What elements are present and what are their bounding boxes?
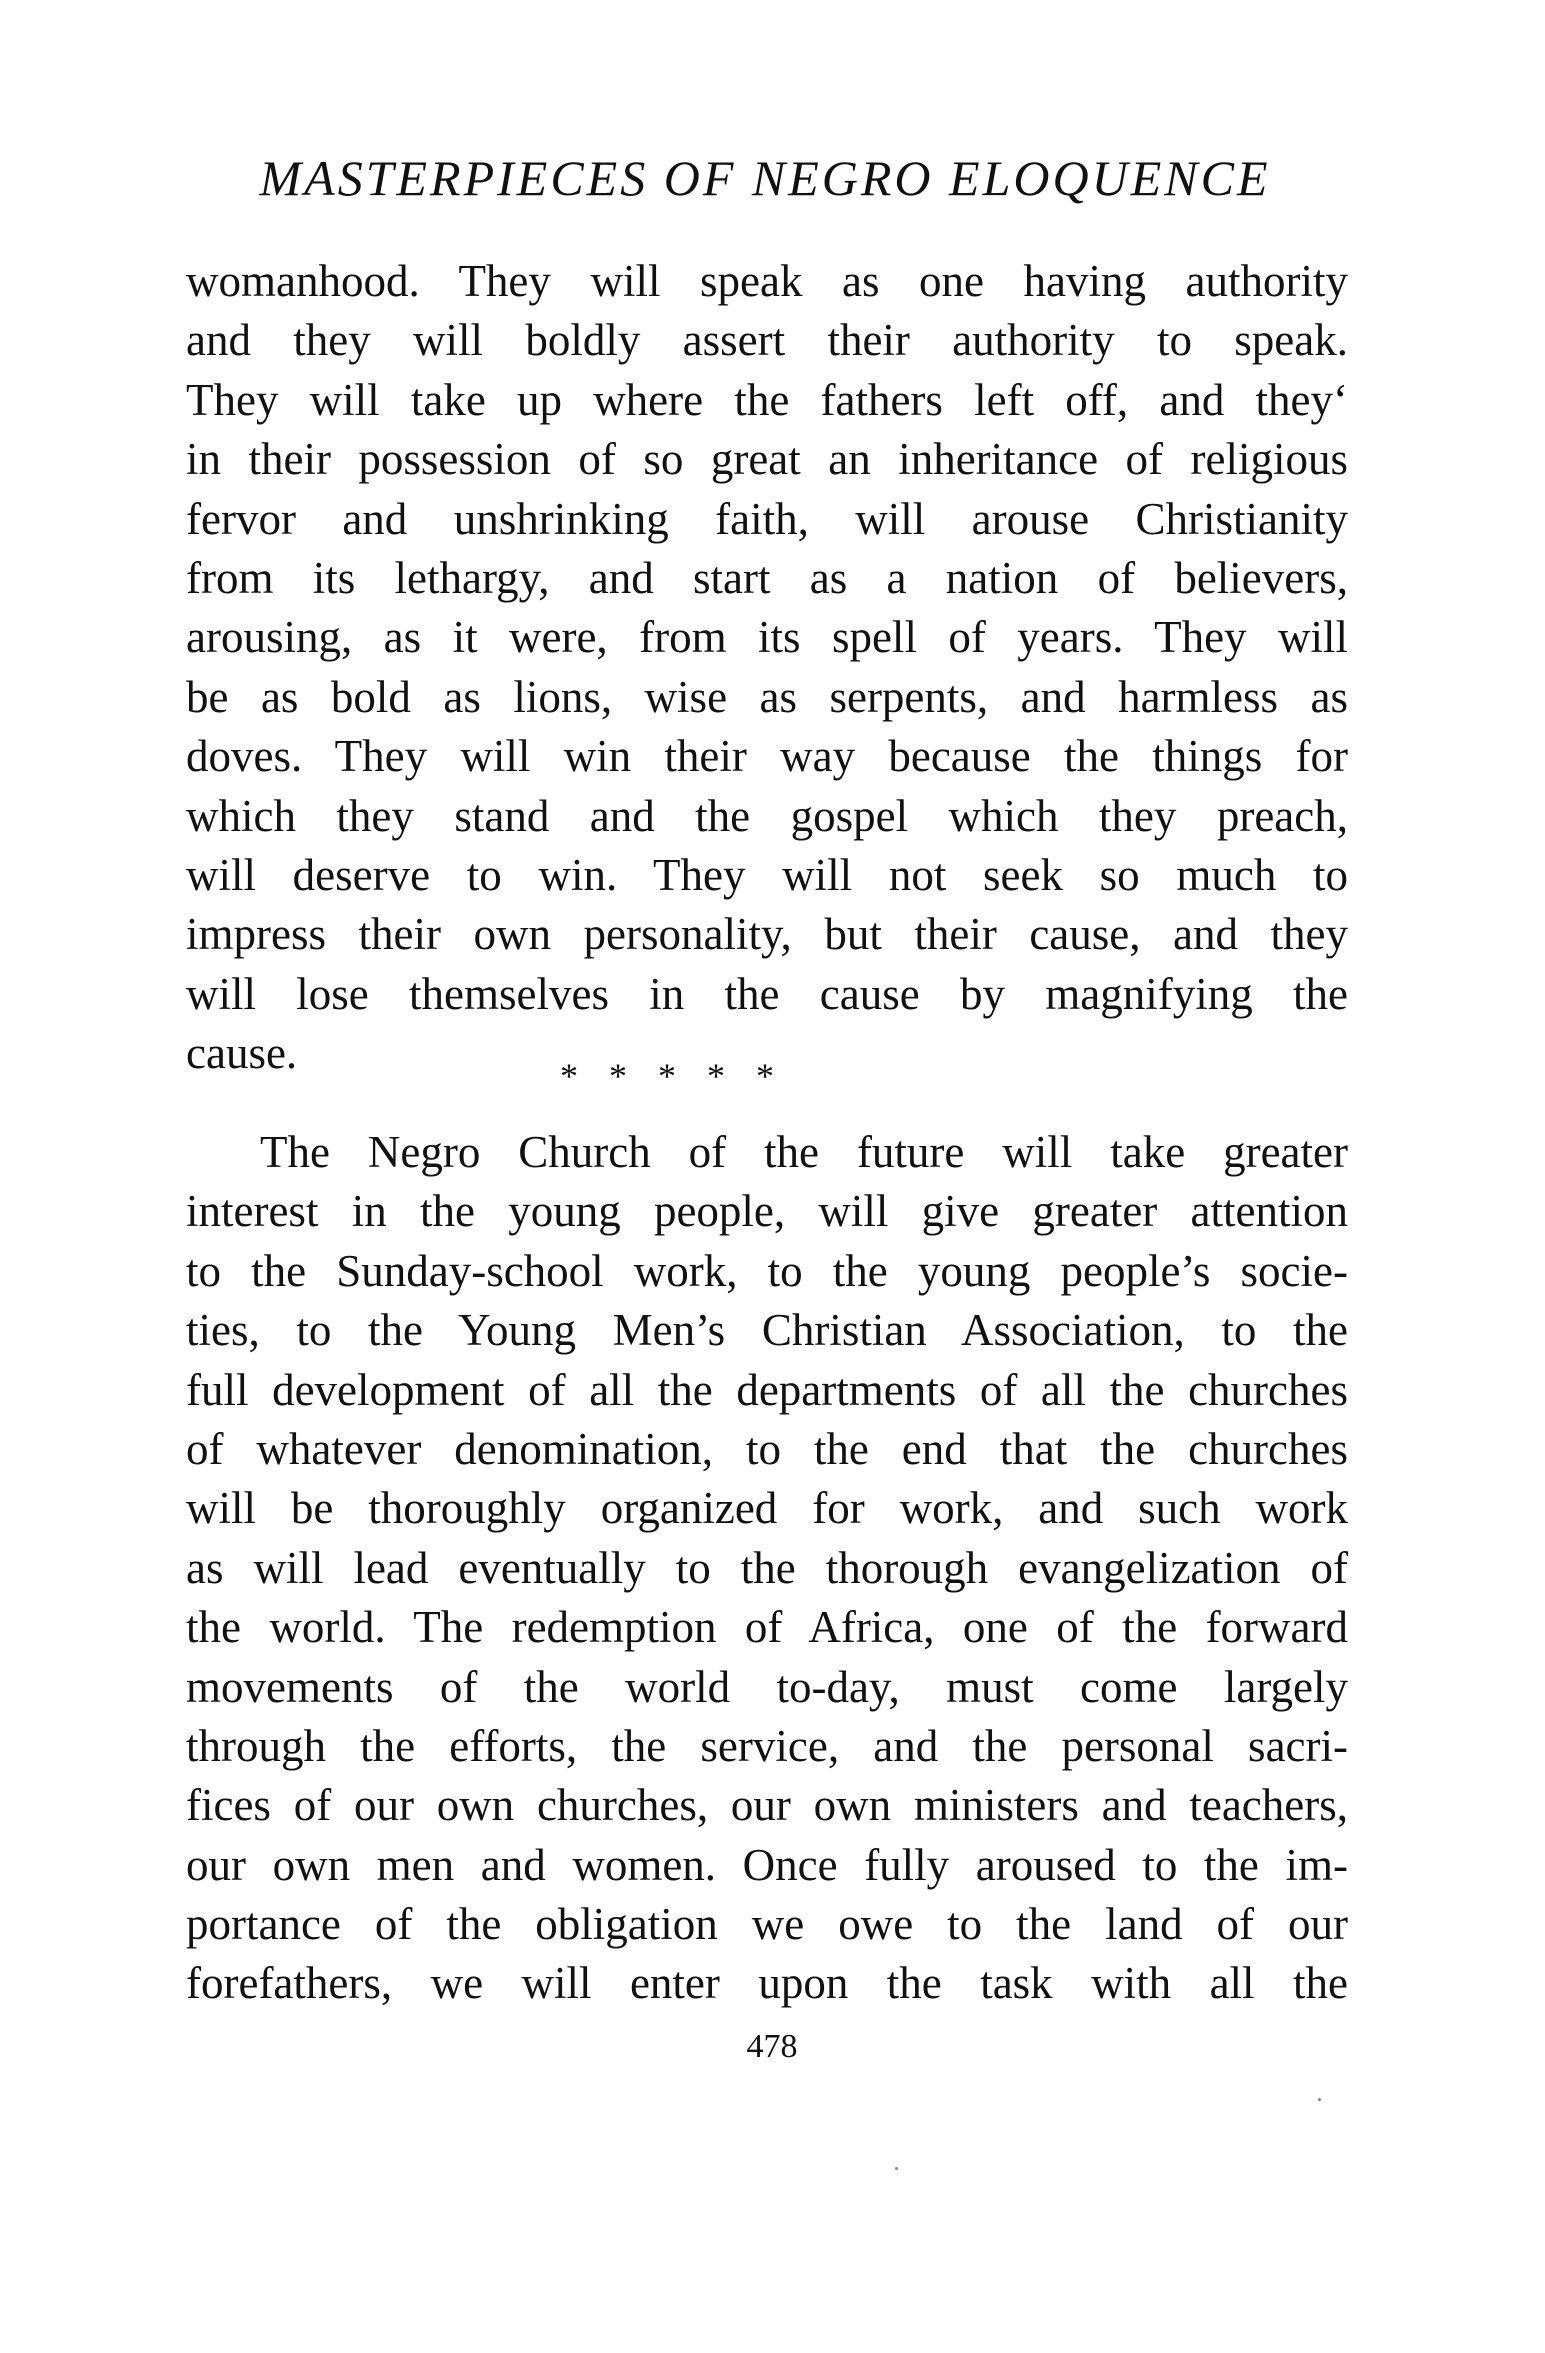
text-line: womanhood. They will speak as one having authority (186, 256, 1348, 306)
running-head: MASTERPIECES OF NEGRO ELOQUENCE (259, 150, 1271, 206)
text-line: impress their own personality, but their cause, and they (186, 909, 1348, 960)
text-line: the world. The redemption of Africa, one of the forward (186, 1602, 1348, 1653)
paragraph-2 (186, 1123, 1348, 2014)
page-number: 478 (746, 2028, 798, 2065)
text-line: of whatever denomination, to the end that the churches (186, 1423, 1348, 1474)
text-line: through the efforts, the service, and the personal sacri- (186, 1720, 1348, 1771)
text-line: as will lead eventually to the thorough evangelization of (186, 1542, 1348, 1593)
text-line: which they stand and the gospel which they preach, (186, 790, 1348, 841)
text-line: full development of all the departments of all the churches (186, 1364, 1348, 1415)
paragraph-1 (186, 252, 1348, 1083)
text-line: will be thoroughly organized for work, and such work (186, 1483, 1348, 1534)
text-line: ties, to the Young Men’s Christian Association, to the (186, 1305, 1348, 1356)
text-line: They will take up where the fathers left off, and they‘ (186, 374, 1348, 425)
text-line: interest in the young people, will give greater attention (186, 1186, 1348, 1237)
text-line: portance of the obligation we owe to the land of our (186, 1899, 1348, 1950)
section-break: * * * * * (560, 1056, 774, 1096)
text-line: will deserve to win. They will not seek so much to (186, 849, 1348, 900)
text-line: be as bold as lions, wise as serpents, and harmless as (186, 671, 1348, 722)
text-line: will lose themselves in the cause by magnifying the (186, 968, 1348, 1019)
text-line: and they will boldly assert their authority to speak. (186, 315, 1348, 366)
scan-speck (895, 2167, 898, 2170)
text-line: in their possession of so great an inheritance of religious (186, 434, 1348, 485)
text-line: movements of the world to-day, must come largely (186, 1661, 1348, 1712)
scan-speck (1318, 2098, 1321, 2101)
text-line: forefathers, we will enter upon the task with all the (186, 1958, 1348, 2009)
text-line: fervor and unshrinking faith, will arouse Christianity (186, 493, 1348, 544)
text-line: The Negro Church of the future will take greater (260, 1127, 1348, 1177)
text-line: cause. (186, 1028, 298, 1079)
text-line: fices of our own churches, our own ministers and teachers, (186, 1780, 1348, 1831)
text-line: our own men and women. Once fully aroused to the im- (186, 1839, 1348, 1890)
text-line: to the Sunday-school work, to the young people’s socie- (186, 1245, 1348, 1296)
text-line: doves. They will win their way because the things for (186, 731, 1348, 782)
text-line: arousing, as it were, from its spell of years. They will (186, 612, 1348, 663)
text-line: from its lethargy, and start as a nation of believers, (186, 552, 1348, 603)
